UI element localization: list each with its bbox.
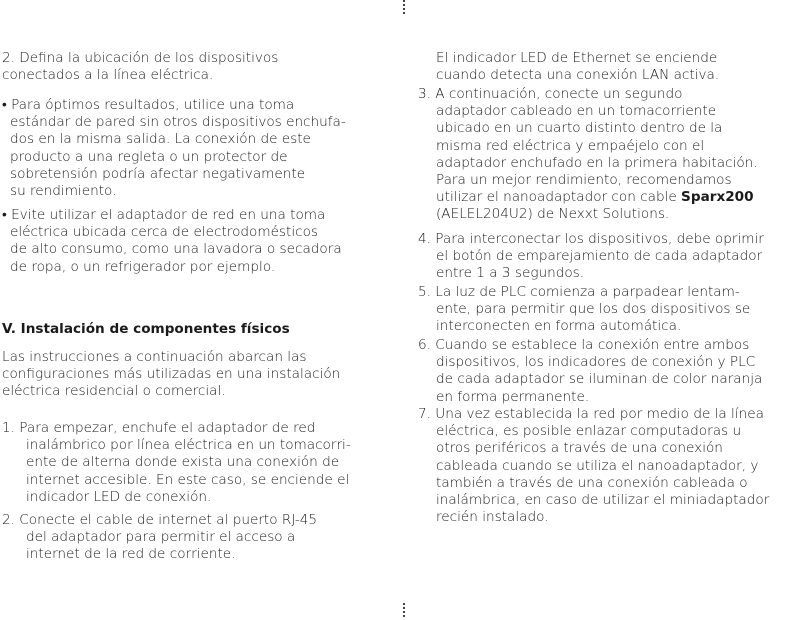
bullet-line: • Evite utilizar el adaptador de red en una toma — [2, 207, 326, 223]
step-line: interconecten en forma automática. — [436, 318, 682, 335]
step-line: 7. Una vez establecida la red por medio de la línea — [418, 406, 764, 422]
step-line: en forma permanente. — [436, 388, 590, 405]
bullet-line: su rendimiento. — [10, 183, 117, 200]
step2-location-intro — [2, 50, 278, 84]
step-line: 6. Cuando se establece la conexión entre ambos — [418, 337, 750, 353]
intro-line: eléctrica residencial o comercial. — [2, 383, 226, 400]
step-line: misma red eléctrica y empaéjelo con el — [436, 137, 705, 154]
step-line: adaptador cableado en un tomacorriente — [436, 103, 717, 120]
step-line: dispositivos, los indicadores de conexión y PLC — [436, 354, 756, 371]
step-line: 4. Para interconectar los dispositivos, debe oprimir — [418, 231, 764, 247]
step-line: 2. Conecte el cable de internet al puerto RJ-45 — [2, 512, 318, 528]
step-line: inalámbrica, en caso de utilizar el miniadaptador — [436, 492, 770, 509]
step-line: cableada cuando se utiliza el nanoadaptador, y — [436, 457, 759, 474]
section-intro — [2, 349, 340, 401]
step-line: 5. La luz de PLC comienza a parpadear lentam- — [418, 284, 740, 300]
step-line: internet accesible. En este caso, se enciende el — [26, 471, 350, 488]
step-line-brand — [436, 189, 758, 206]
step2-intro-line: conectados a la línea eléctrica. — [2, 67, 214, 84]
bullet-line: de alto consumo, como una lavadora o secadora — [10, 241, 342, 258]
led-continuation — [436, 50, 719, 84]
brand-prefix-text: utilizar el nanoadaptador con cable — [436, 189, 682, 206]
bullet-line: sobretensión podría afectar negativamente — [10, 165, 306, 182]
bullet-line: de ropa, o un refrigerador por ejemplo. — [10, 258, 276, 275]
bullet-outlet-recommendation — [2, 97, 346, 200]
bullet-line: • Para óptimos resultados, utilice una toma — [2, 97, 295, 113]
step-4 — [418, 231, 764, 283]
section-title: V. Instalación de componentes físicos — [2, 321, 290, 337]
page-fold-marker-top — [403, 0, 407, 14]
step-6 — [418, 337, 762, 406]
brand-name: Sparx200 — [681, 189, 754, 206]
step-7 — [418, 406, 769, 526]
intro-line: configuraciones más utilizadas en una instalación — [2, 366, 341, 383]
bullet-line: eléctrica ubicada cerca de electrodomésticos — [10, 224, 318, 241]
step-line: entre 1 a 3 segundos. — [436, 265, 585, 282]
section-heading — [2, 321, 290, 338]
step-5 — [418, 284, 750, 336]
step-line: inalámbrico por línea eléctrica en un tomacorri- — [26, 437, 351, 454]
continuation-line: cuando detecta una conexión LAN activa. — [436, 67, 720, 84]
step-line: internet de la red de corriente. — [26, 546, 236, 563]
step-line: ente, para permitir que los dos dispositivos se — [436, 301, 751, 318]
page-fold-marker-bottom — [403, 603, 407, 617]
step-line: 1. Para empezar, enchufe el adaptador de red — [2, 420, 316, 436]
step-line: Para un mejor rendimiento, recomendamos — [436, 172, 732, 189]
bullet-appliance-warning — [2, 207, 342, 276]
step-line: indicador LED de conexión. — [26, 488, 212, 505]
step-line: 3. A continuación, conecte un segundo — [418, 86, 683, 102]
step-3 — [418, 86, 758, 224]
step-line: adaptador enchufado en la primera habitación. — [436, 154, 758, 171]
step-line: también a través de una conexión cableada o — [436, 474, 748, 491]
step-line: ubicado en un cuarto distinto dentro de la — [436, 120, 723, 137]
step-line: eléctrica, es posible enlazar computadoras u — [436, 423, 742, 440]
bullet-line: producto a una regleta o un protector de — [10, 148, 288, 165]
step-line: ente de alterna donde exista una conexión de — [26, 454, 340, 471]
step-line: (AELEL204U2) de Nexxt Solutions. — [436, 206, 670, 223]
step2-intro-line: 2. Defina la ubicación de los dispositivos — [2, 50, 279, 66]
step-line: recién instalado. — [436, 509, 549, 526]
step-line: otros periféricos a través de una conexión — [436, 440, 723, 457]
step-line: del adaptador para permitir el acceso a — [26, 529, 296, 546]
step-1 — [2, 420, 351, 506]
step-line: de cada adaptador se iluminan de color naranja — [436, 371, 763, 388]
step-line: el botón de emparejamiento de cada adaptador — [436, 248, 763, 265]
intro-line: Las instrucciones a continuación abarcan las — [2, 349, 307, 365]
bullet-line: dos en la misma salida. La conexión de este — [10, 131, 311, 148]
bullet-line: estándar de pared sin otros dispositivos enchufa- — [10, 114, 346, 131]
step-2 — [2, 512, 317, 564]
continuation-line: El indicador LED de Ethernet se enciende — [436, 50, 718, 66]
